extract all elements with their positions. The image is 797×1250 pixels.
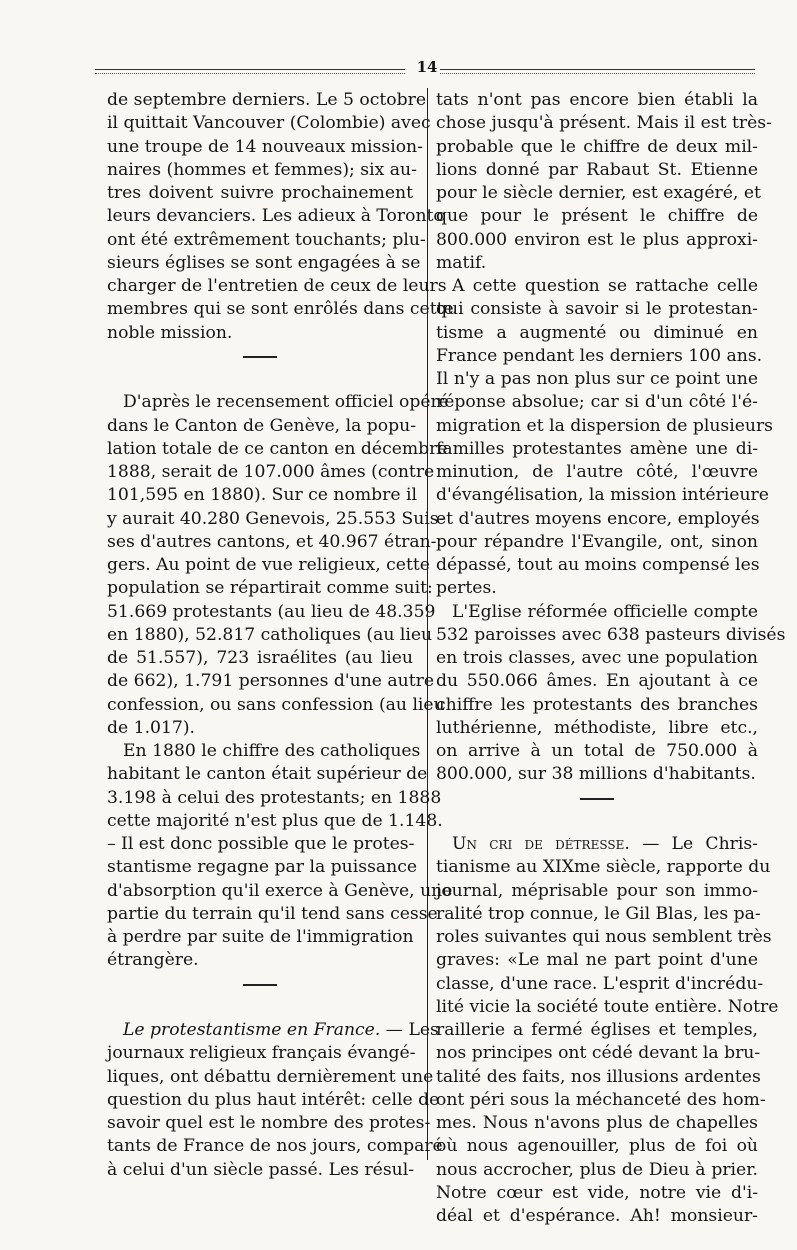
- text-line: ont été extrêmement touchants; plu-: [107, 229, 426, 250]
- text-line: lité vicie la société toute entière. Notre: [436, 996, 779, 1017]
- text-line: talité des faits, nos illusions ardentes: [436, 1066, 761, 1087]
- text-line: pertes.: [436, 578, 497, 599]
- text-line: 800.000 environ est le plus approxi-: [436, 229, 758, 250]
- text-line: que pour le présent le chiffre de: [436, 206, 758, 227]
- text-line: dépassé, tout au moins compensé les: [436, 555, 760, 575]
- text-line: roles suivantes qui nous semblent très: [436, 927, 772, 947]
- text-line: classe, d'une race. L'esprit d'incrédu-: [436, 973, 764, 994]
- text-line: raillerie a fermé églises et temples,: [436, 1020, 758, 1040]
- text-line: tres doivent suivre prochainement: [107, 183, 413, 203]
- text-line: migration et la dispersion de plusieurs: [436, 415, 774, 436]
- page-number: 14: [416, 58, 438, 76]
- article-title-smallcaps: Un cri de détresse.: [452, 834, 630, 854]
- text-line: sieurs églises se sont engagées à se: [107, 252, 421, 273]
- text-line: population se répartirait comme suit:: [107, 578, 433, 599]
- text-line: étrangère.: [107, 950, 199, 971]
- text-line: à perdre par suite de l'immigration: [107, 927, 414, 947]
- text-line: ses d'autres cantons, et 40.967 étran-: [107, 531, 437, 552]
- text-line: il quittait Vancouver (Colombie) avec: [107, 113, 431, 134]
- text-line: de 1.017).: [107, 717, 196, 738]
- text-line: où nous agenouiller, plus de foi où: [436, 1136, 758, 1157]
- text-line: on arrive à un total de 750.000 à: [436, 741, 758, 761]
- text-line: liques, ont débattu dernièrement une: [107, 1066, 434, 1087]
- text-line: question du plus haut intérêt: celle de: [107, 1089, 440, 1110]
- page-header: [95, 58, 755, 76]
- text-line: tisme a augmenté ou diminué en: [436, 322, 758, 343]
- text-line: déal et d'espérance. Ah! monsieur-: [436, 1206, 758, 1226]
- section-gap: [107, 996, 413, 1019]
- text-line: lation totale de ce canton en décembre: [107, 438, 448, 459]
- text-line: habitant le canton était supérieur de: [107, 764, 428, 785]
- text-line: de septembre derniers. Le 5 octobre: [107, 90, 427, 110]
- section-separator: [107, 973, 413, 996]
- text-line: 532 paroisses avec 638 pasteurs divisés: [436, 624, 786, 645]
- text-line: minution, de l'autre côté, l'œuvre: [436, 462, 758, 482]
- text-line: d'absorption qu'il exerce à Genève, une: [107, 880, 453, 901]
- text-line: D'après le recensement officiel opéré: [123, 392, 449, 413]
- text-line: En 1880 le chiffre des catholiques: [123, 741, 421, 761]
- text-line: tants de France de nos jours, comparé: [107, 1136, 443, 1157]
- text-line: 1888, serait de 107.000 âmes (contre: [107, 462, 435, 482]
- text-line: L'Eglise réformée officielle compte: [452, 601, 758, 622]
- text-line: qui consiste à savoir si le protestan-: [436, 299, 758, 320]
- text-line: charger de l'entretien de ceux de leurs: [107, 276, 447, 296]
- right-column: [436, 89, 786, 1228]
- text-line: nous accrocher, plus de Dieu à prier.: [436, 1159, 758, 1180]
- text-line: Le protestantisme en France. — Les: [123, 1020, 439, 1040]
- text-line: pour le siècle dernier, est exagéré, et: [436, 183, 761, 203]
- text-line: Un cri de détresse. — Le Chris-: [452, 834, 758, 854]
- text-line: tats n'ont pas encore bien établi la: [436, 90, 758, 110]
- text-line: probable que le chiffre de deux mil-: [436, 136, 758, 157]
- text-line: stantisme regagne par la puissance: [107, 857, 418, 878]
- text-line: journal, méprisable pour son immo-: [436, 880, 758, 901]
- text-line: Notre cœur est vide, notre vie d'i-: [436, 1182, 758, 1203]
- text-line: noble mission.: [107, 322, 233, 343]
- text-line: chiffre les protestants des branches: [436, 694, 758, 715]
- text-line: chose jusqu'à présent. Mais il est très-: [436, 113, 772, 134]
- text-line: à celui d'un siècle passé. Les résul-: [107, 1159, 415, 1180]
- left-column: [107, 89, 454, 1182]
- text-line: gers. Au point de vue religieux, cette: [107, 555, 430, 575]
- text-line: luthérienne, méthodiste, libre etc.,: [436, 717, 758, 738]
- text-line: de 51.557), 723 israélites (au lieu: [107, 648, 413, 668]
- text-line: France pendant les derniers 100 ans.: [436, 345, 763, 366]
- text-line: 3.198 à celui des protestants; en 1888: [107, 787, 442, 808]
- text-line: y aurait 40.280 Genevois, 25.553 Suis-: [107, 508, 445, 529]
- text-line: tianisme au XIXme siècle, rapporte du: [436, 857, 771, 878]
- text-line: réponse absolue; car si d'un côté l'é-: [436, 392, 758, 413]
- text-line: pour répandre l'Evangile, ont, sinon: [436, 531, 758, 552]
- text-line: 800.000, sur 38 millions d'habitants.: [436, 764, 756, 785]
- text-line: confession, ou sans confession (au lieu: [107, 694, 445, 715]
- column-divider: [427, 88, 428, 1160]
- section-separator: [436, 787, 758, 810]
- text-line: A cette question se rattache celle: [452, 276, 758, 296]
- text-line: – Il est donc possible que le protes-: [107, 834, 415, 854]
- text-line: savoir quel est le nombre des protes-: [107, 1113, 431, 1133]
- text-line: leurs devanciers. Les adieux à Toronto: [107, 206, 444, 227]
- text-line: dans le Canton de Genève, la popu-: [107, 415, 417, 436]
- header-rule-left: [95, 69, 405, 74]
- text-line: lions donné par Rabaut St. Etienne: [436, 159, 758, 180]
- text-line: Il n'y a pas non plus sur ce point une: [436, 369, 758, 389]
- text-line: ralité trop connue, le Gil Blas, les pa-: [436, 903, 761, 924]
- text-line: de 662), 1.791 personnes d'une autre: [107, 671, 435, 692]
- text-line: du 550.066 âmes. En ajoutant à ce: [436, 671, 758, 692]
- text-line: d'évangélisation, la mission intérieure: [436, 485, 769, 506]
- text-line: cette majorité n'est plus que de 1.148.: [107, 810, 443, 831]
- section-gap: [107, 368, 413, 391]
- section-gap: [436, 810, 758, 833]
- text-line: mes. Nous n'avons plus de chapelles: [436, 1113, 758, 1133]
- text-line: partie du terrain qu'il tend sans cesse: [107, 903, 438, 924]
- text-line: membres qui se sont enrôlés dans cette: [107, 299, 454, 320]
- text-line: et d'autres moyens encore, employés: [436, 508, 760, 529]
- text-line: une troupe de 14 nouveaux mission-: [107, 136, 423, 157]
- text-line: en trois classes, avec une population: [436, 648, 758, 668]
- text-line: en 1880), 52.817 catholiques (au lieu: [107, 624, 433, 645]
- text-line: 101,595 en 1880). Sur ce nombre il: [107, 485, 417, 506]
- text-line: familles protestantes amène une di-: [436, 438, 758, 459]
- text-line: journaux religieux français évangé-: [107, 1043, 416, 1064]
- text-line: graves: «Le mal ne part point d'une: [436, 950, 758, 971]
- text-line: ont péri sous la méchanceté des hom-: [436, 1089, 766, 1110]
- text-line: naires (hommes et femmes); six au-: [107, 159, 417, 180]
- header-rule-right: [440, 69, 755, 74]
- text-line: 51.669 protestants (au lieu de 48.359: [107, 601, 436, 622]
- section-separator: [107, 345, 413, 368]
- text-line: matif.: [436, 252, 487, 273]
- article-title: Le protestantisme en France.: [123, 1020, 381, 1040]
- text-line: nos principes ont cédé devant la bru-: [436, 1043, 761, 1064]
